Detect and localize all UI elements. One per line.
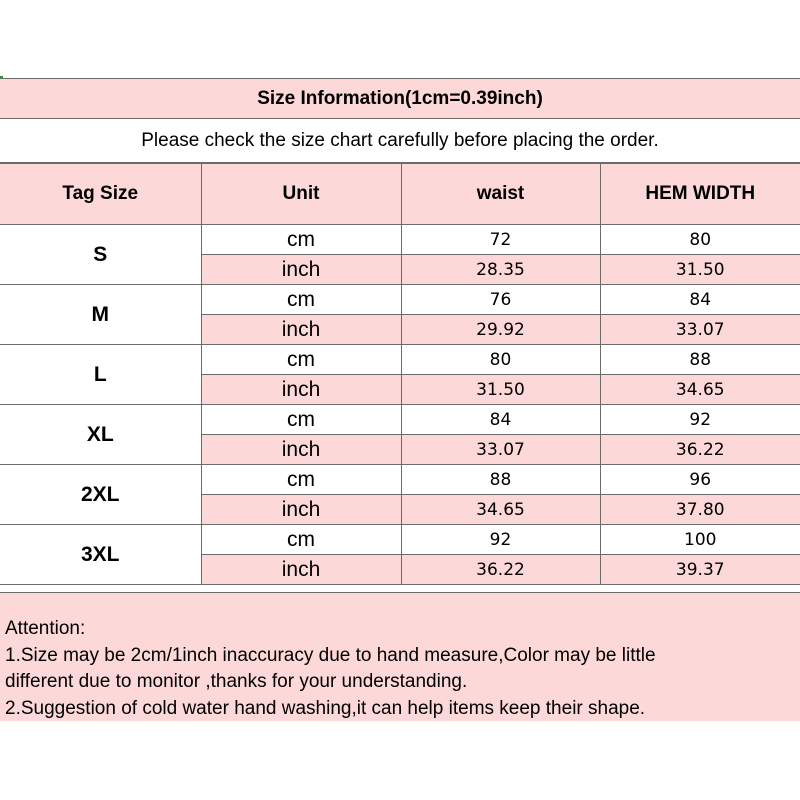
hem-width-cell: 36.22 bbox=[600, 435, 800, 465]
waist-cell: 28.35 bbox=[401, 255, 600, 285]
hem-width-cell: 100 bbox=[600, 525, 800, 555]
order-notice: Please check the size chart carefully before placing the order. bbox=[0, 119, 800, 163]
unit-cell: inch bbox=[201, 435, 401, 465]
unit-cell: inch bbox=[201, 255, 401, 285]
hem-width-cell: 84 bbox=[600, 285, 800, 315]
attention-notes bbox=[0, 592, 800, 721]
unit-cell: cm bbox=[201, 525, 401, 555]
table-row bbox=[0, 465, 800, 495]
hem-width-cell: 31.50 bbox=[600, 255, 800, 285]
table-row bbox=[0, 285, 800, 315]
tag-size-cell: 3XL bbox=[0, 525, 201, 585]
attention-line: 2.Suggestion of cold water hand washing,it can help items keep their shape. bbox=[5, 697, 646, 719]
waist-cell: 31.50 bbox=[401, 375, 600, 405]
hem-width-cell: 39.37 bbox=[600, 555, 800, 585]
size-chart bbox=[0, 78, 800, 720]
unit-cell: cm bbox=[201, 345, 401, 375]
waist-cell: 29.92 bbox=[401, 315, 600, 345]
waist-cell: 33.07 bbox=[401, 435, 600, 465]
waist-cell: 80 bbox=[401, 345, 600, 375]
table-row bbox=[0, 405, 800, 435]
hem-width-cell: 88 bbox=[600, 345, 800, 375]
size-table bbox=[0, 163, 800, 585]
hem-width-cell: 92 bbox=[600, 405, 800, 435]
table-header-row bbox=[0, 164, 800, 225]
tag-size-cell: XL bbox=[0, 405, 201, 465]
header-waist: waist bbox=[401, 164, 600, 225]
waist-cell: 76 bbox=[401, 285, 600, 315]
unit-cell: inch bbox=[201, 495, 401, 525]
waist-cell: 72 bbox=[401, 225, 600, 255]
unit-cell: inch bbox=[201, 375, 401, 405]
unit-cell: cm bbox=[201, 405, 401, 435]
attention-heading: Attention: bbox=[5, 618, 86, 639]
unit-cell: cm bbox=[201, 285, 401, 315]
tag-size-cell: M bbox=[0, 285, 201, 345]
hem-width-cell: 34.65 bbox=[600, 375, 800, 405]
hem-width-cell: 33.07 bbox=[600, 315, 800, 345]
unit-cell: inch bbox=[201, 315, 401, 345]
hem-width-cell: 96 bbox=[600, 465, 800, 495]
tag-size-cell: 2XL bbox=[0, 465, 201, 525]
table-row bbox=[0, 225, 800, 255]
header-unit: Unit bbox=[201, 164, 401, 225]
table-row bbox=[0, 525, 800, 555]
unit-cell: cm bbox=[201, 465, 401, 495]
waist-cell: 34.65 bbox=[401, 495, 600, 525]
waist-cell: 92 bbox=[401, 525, 600, 555]
tag-size-cell: L bbox=[0, 345, 201, 405]
header-tag-size: Tag Size bbox=[0, 164, 201, 225]
header-hem-width: HEM WIDTH bbox=[600, 164, 800, 225]
chart-title: Size Information(1cm=0.39inch) bbox=[0, 79, 800, 119]
table-row bbox=[0, 345, 800, 375]
unit-cell: cm bbox=[201, 225, 401, 255]
hem-width-cell: 37.80 bbox=[600, 495, 800, 525]
unit-cell: inch bbox=[201, 555, 401, 585]
waist-cell: 84 bbox=[401, 405, 600, 435]
waist-cell: 36.22 bbox=[401, 555, 600, 585]
attention-line: different due to monitor ,thanks for your understanding. bbox=[5, 671, 468, 692]
hem-width-cell: 80 bbox=[600, 225, 800, 255]
attention-line: 1.Size may be 2cm/1inch inaccuracy due to hand measure,Color may be little bbox=[5, 644, 656, 666]
waist-cell: 88 bbox=[401, 465, 600, 495]
tag-size-cell: S bbox=[0, 225, 201, 285]
